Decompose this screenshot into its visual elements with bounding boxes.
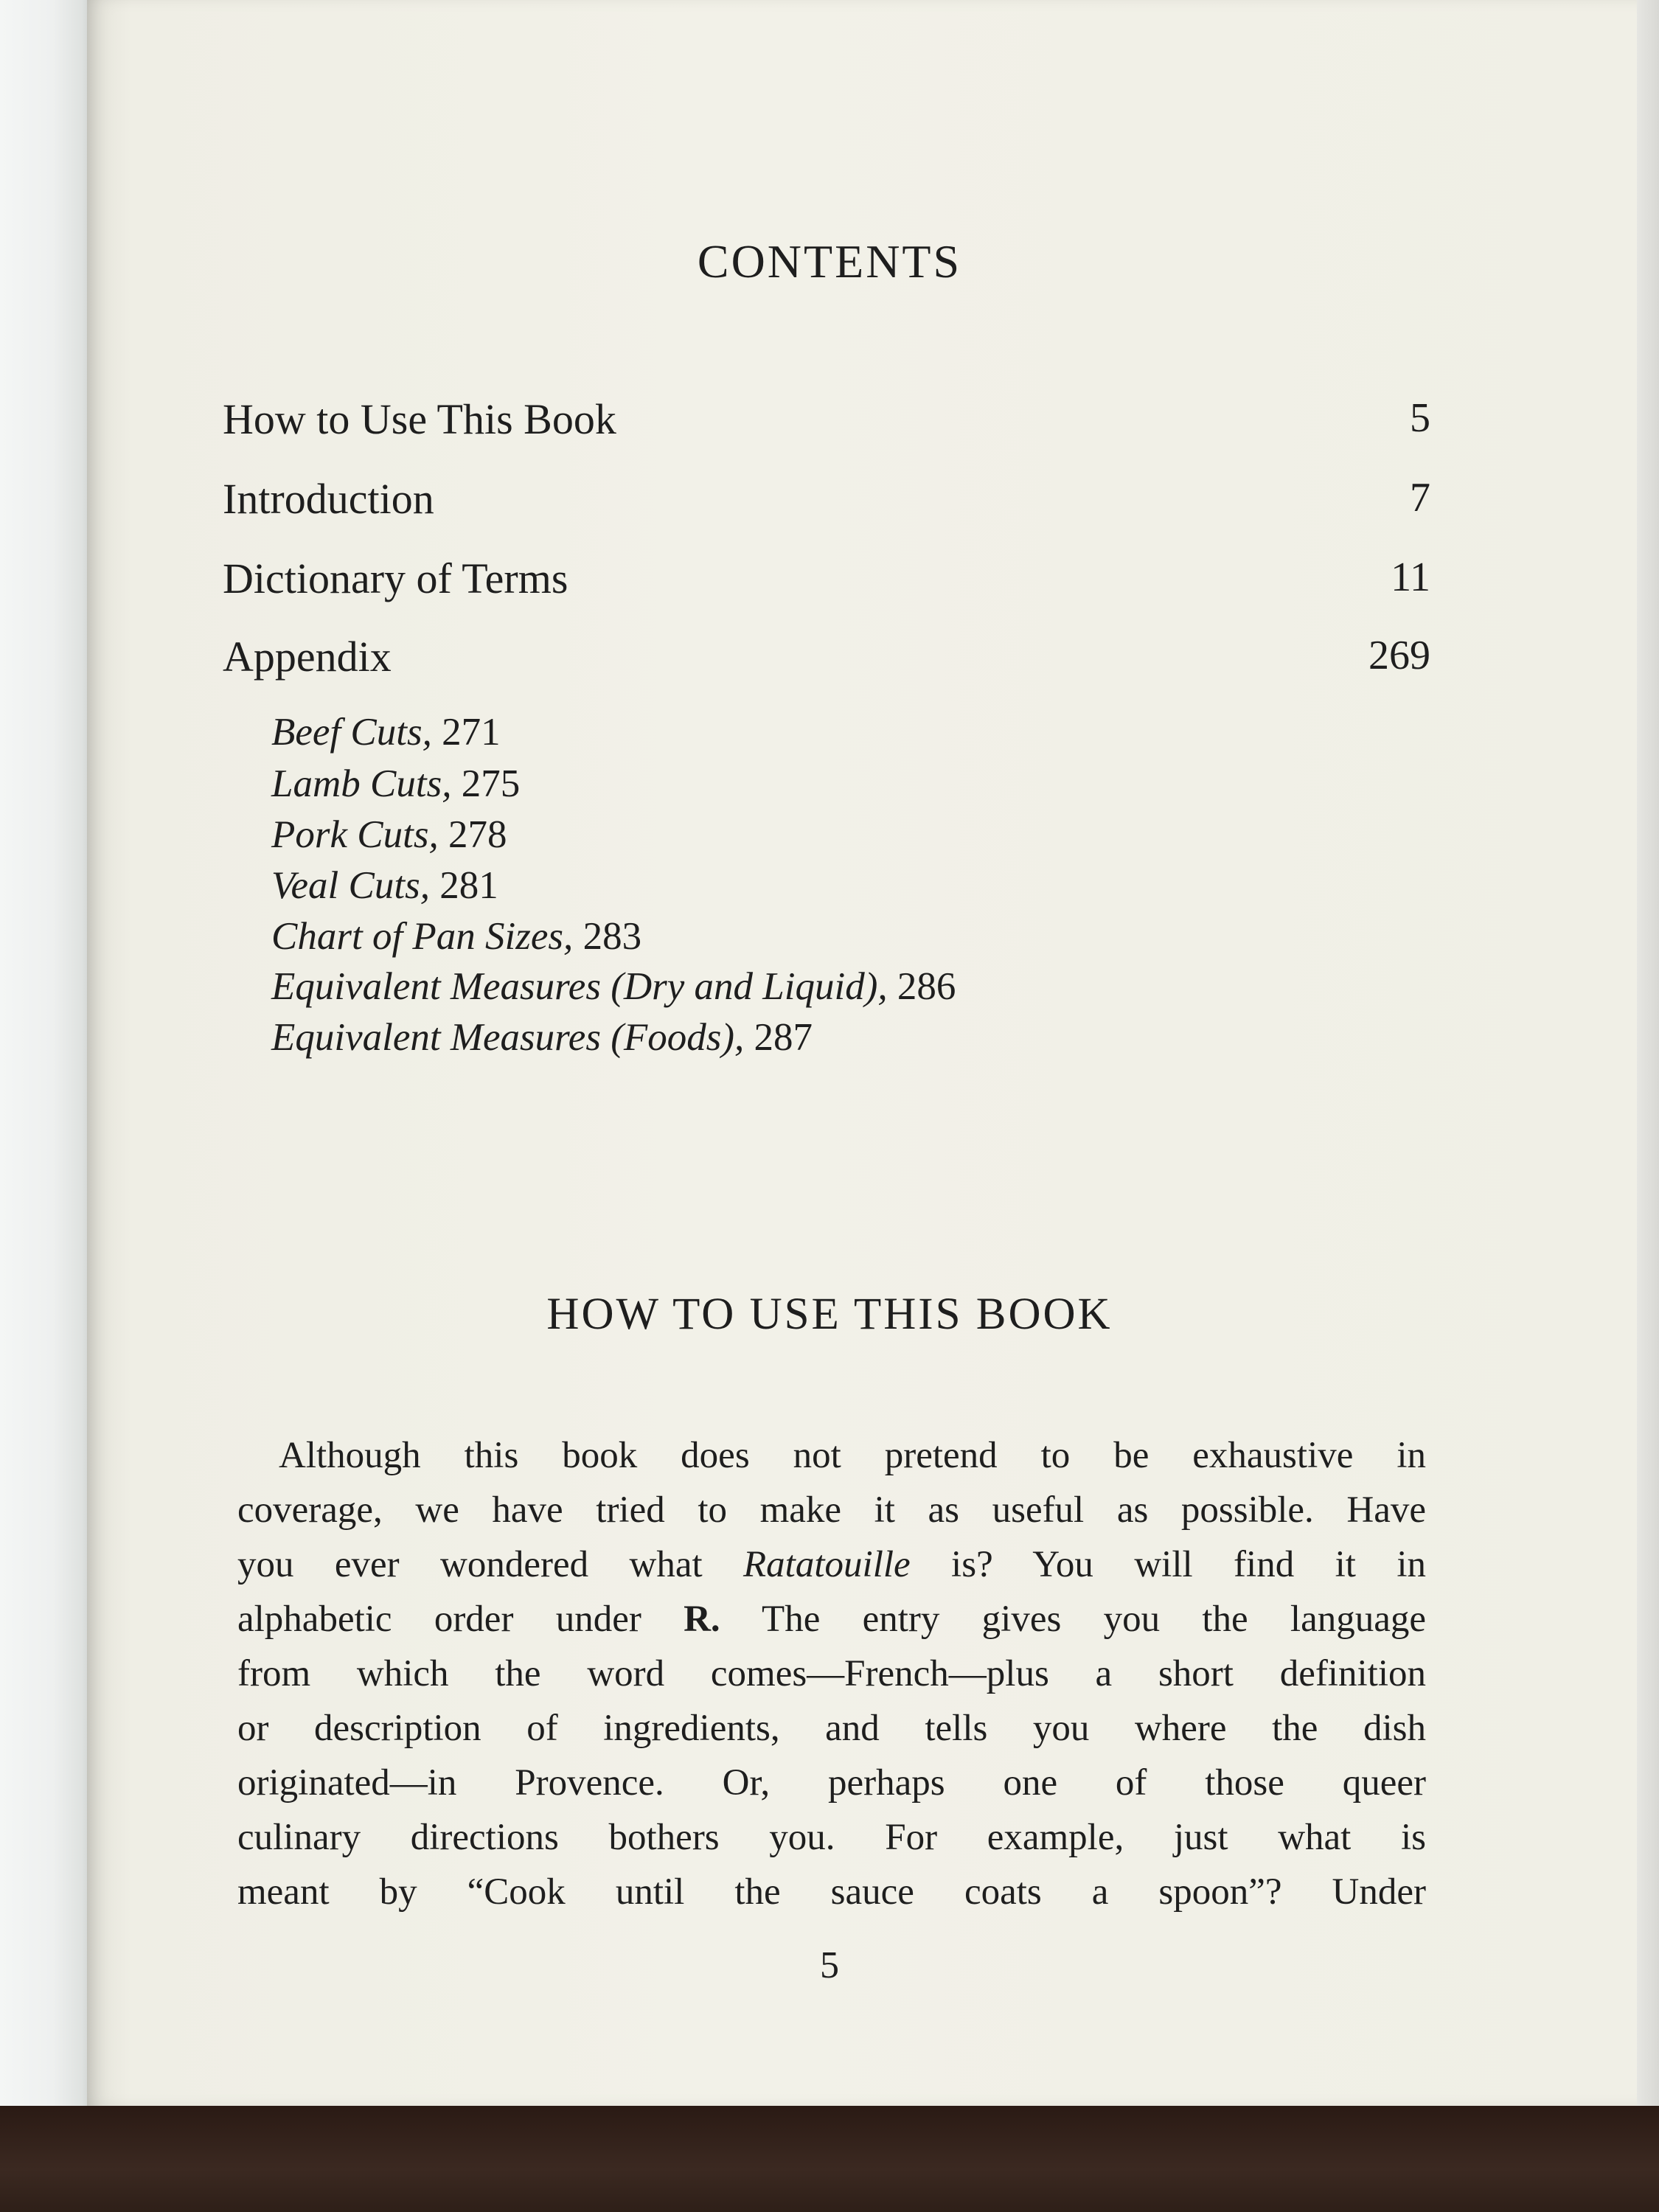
body-paragraph: [237, 1428, 1426, 1919]
appendix-item-measures-foods: [271, 1015, 813, 1060]
page-number: 5: [820, 1944, 839, 1986]
appendix-item-page: 287: [754, 1016, 813, 1059]
paragraph-line: [237, 1537, 1426, 1592]
italic-term: Ratatouille: [743, 1544, 911, 1585]
line-text: alphabetic order under: [237, 1599, 684, 1640]
toc-entry-appendix: [223, 632, 1430, 681]
appendix-item-page: 275: [461, 762, 521, 805]
appendix-item-page: 286: [897, 965, 956, 1008]
paragraph-line: from which the word comes—French—plus a short definition: [237, 1653, 1426, 1694]
appendix-item-page: 271: [442, 711, 501, 754]
paragraph-line: meant by “Cook until the sauce coats a spoon”? Under: [237, 1871, 1426, 1913]
toc-entry-page: 11: [1391, 554, 1430, 600]
toc-entry-label: Appendix: [223, 633, 392, 681]
toc-entry-page: 5: [1410, 395, 1430, 441]
appendix-item-veal-cuts: [271, 863, 498, 908]
appendix-item-page: 278: [448, 813, 507, 856]
paragraph-line: Although this book does not pretend to be exhaustive in: [279, 1435, 1426, 1476]
bold-letter: R.: [684, 1599, 720, 1640]
appendix-item-title: Veal Cuts,: [271, 864, 430, 907]
appendix-item-page: 283: [582, 915, 642, 958]
toc-entry-introduction: [223, 474, 1430, 524]
paragraph-line: coverage, we have tried to make it as useful as possible. Have: [237, 1489, 1426, 1531]
line-text: is? You will find it in: [910, 1544, 1426, 1585]
line-text: you ever wondered what: [237, 1544, 744, 1585]
appendix-item-beef-cuts: [271, 710, 501, 754]
paragraph-line: [237, 1592, 1426, 1646]
toc-entry-how-to-use: [223, 394, 1430, 444]
toc-entry-label: How to Use This Book: [223, 395, 616, 443]
facing-page-edge: [0, 0, 96, 2212]
paragraph-line: originated—in Provence. Or, perhaps one of those queer: [237, 1762, 1426, 1804]
appendix-item-title: Lamb Cuts,: [271, 762, 452, 805]
appendix-item-lamb-cuts: [271, 762, 520, 806]
appendix-item-title: Equivalent Measures (Dry and Liquid),: [271, 965, 888, 1008]
contents-heading: CONTENTS: [697, 235, 962, 288]
appendix-item-title: Equivalent Measures (Foods),: [271, 1016, 745, 1059]
toc-entry-dictionary: [223, 554, 1430, 603]
appendix-item-title: Pork Cuts,: [271, 813, 439, 856]
toc-entry-label: Introduction: [223, 475, 434, 523]
appendix-item-page: 281: [439, 864, 498, 907]
line-text: The entry gives you the language: [720, 1599, 1426, 1640]
paragraph-line: or description of ingredients, and tells you where the dish: [237, 1708, 1426, 1749]
appendix-item-title: Beef Cuts,: [271, 711, 432, 754]
appendix-item-measures-dry-liquid: [271, 964, 956, 1009]
toc-entry-page: 7: [1410, 475, 1430, 521]
section-heading: HOW TO USE THIS BOOK: [546, 1290, 1113, 1339]
appendix-item-title: Chart of Pan Sizes,: [271, 915, 574, 958]
appendix-item-pan-sizes: [271, 914, 641, 959]
toc-entry-label: Dictionary of Terms: [223, 554, 568, 602]
paragraph-line: culinary directions bothers you. For example, just what is: [237, 1817, 1426, 1858]
table-surface: [0, 2106, 1659, 2212]
toc-entry-page: 269: [1368, 633, 1430, 678]
appendix-item-pork-cuts: [271, 813, 507, 857]
